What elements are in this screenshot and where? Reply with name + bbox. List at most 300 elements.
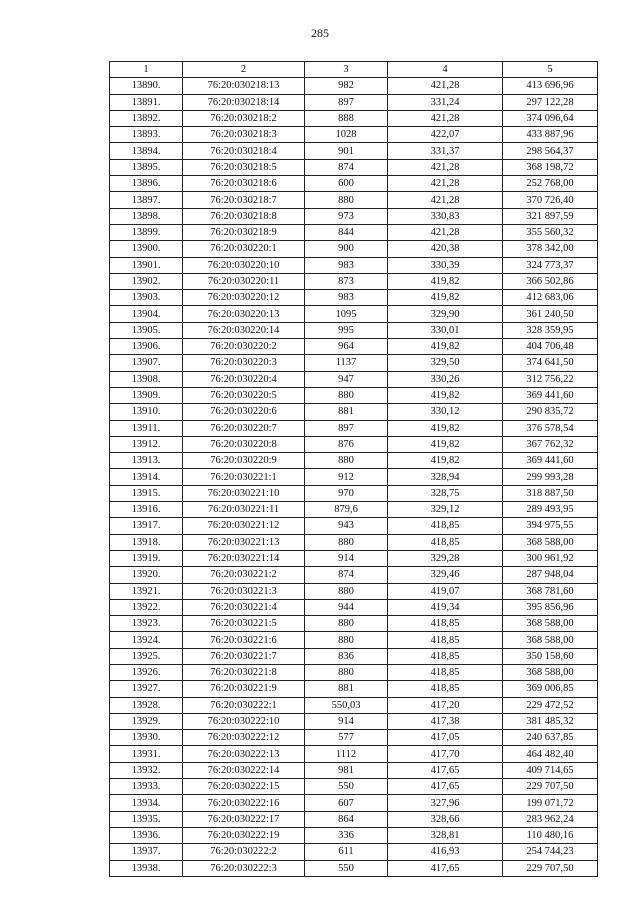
- area-cell: 964: [305, 339, 388, 355]
- rate-cell: 419,82: [388, 273, 503, 289]
- row-number-cell: 13918.: [110, 534, 183, 550]
- rate-cell: 418,85: [388, 681, 503, 697]
- rate-cell: 419,82: [388, 387, 503, 403]
- rate-cell: 328,94: [388, 469, 503, 485]
- row-number-cell: 13924.: [110, 632, 183, 648]
- row-number-cell: 13891.: [110, 94, 183, 110]
- page-number: 285: [311, 26, 329, 40]
- cadastral-number-cell: 76:20:030218:13: [183, 78, 305, 94]
- area-cell: 880: [305, 192, 388, 208]
- value-cell: 297 122,28: [503, 94, 598, 110]
- rate-cell: 329,12: [388, 502, 503, 518]
- row-number-cell: 13933.: [110, 779, 183, 795]
- header-cell-4: 4: [388, 62, 503, 78]
- cadastral-number-cell: 76:20:030218:14: [183, 94, 305, 110]
- value-cell: 328 359,95: [503, 322, 598, 338]
- table-row: [110, 176, 598, 192]
- row-number-cell: 13922.: [110, 599, 183, 615]
- rate-cell: 417,20: [388, 697, 503, 713]
- rate-cell: 419,82: [388, 420, 503, 436]
- value-cell: 368 588,00: [503, 632, 598, 648]
- cadastral-number-cell: 76:20:030220:14: [183, 322, 305, 338]
- value-cell: 361 240,50: [503, 306, 598, 322]
- area-cell: 944: [305, 599, 388, 615]
- value-cell: 366 502,86: [503, 273, 598, 289]
- rate-cell: 421,28: [388, 78, 503, 94]
- rate-cell: 419,82: [388, 436, 503, 452]
- cadastral-number-cell: 76:20:030221:12: [183, 518, 305, 534]
- value-cell: 369 006,85: [503, 681, 598, 697]
- cadastral-number-cell: 76:20:030220:9: [183, 453, 305, 469]
- area-cell: 876: [305, 436, 388, 452]
- cadastral-number-cell: 76:20:030218:3: [183, 127, 305, 143]
- value-cell: 321 897,59: [503, 208, 598, 224]
- row-number-cell: 13900.: [110, 241, 183, 257]
- header-cell-2: 2: [183, 62, 305, 78]
- cadastral-number-cell: 76:20:030220:5: [183, 387, 305, 403]
- rate-cell: 421,28: [388, 224, 503, 240]
- cadastral-number-cell: 76:20:030220:1: [183, 241, 305, 257]
- rate-cell: 419,34: [388, 599, 503, 615]
- rate-cell: 417,65: [388, 779, 503, 795]
- area-cell: 982: [305, 78, 388, 94]
- cadastral-number-cell: 76:20:030222:1: [183, 697, 305, 713]
- value-cell: 298 564,37: [503, 143, 598, 159]
- rate-cell: 419,82: [388, 453, 503, 469]
- value-cell: 254 744,23: [503, 844, 598, 860]
- table-row: [110, 762, 598, 778]
- row-number-cell: 13904.: [110, 306, 183, 322]
- rate-cell: 418,85: [388, 518, 503, 534]
- row-number-cell: 13908.: [110, 371, 183, 387]
- rate-cell: 419,82: [388, 290, 503, 306]
- table-row: [110, 795, 598, 811]
- value-cell: 374 641,50: [503, 355, 598, 371]
- table-row: [110, 224, 598, 240]
- value-cell: 368 588,00: [503, 616, 598, 632]
- row-number-cell: 13890.: [110, 78, 183, 94]
- value-cell: 312 756,22: [503, 371, 598, 387]
- area-cell: 880: [305, 632, 388, 648]
- row-number-cell: 13896.: [110, 176, 183, 192]
- cadastral-number-cell: 76:20:030222:12: [183, 730, 305, 746]
- cadastral-number-cell: 76:20:030221:14: [183, 550, 305, 566]
- area-cell: 336: [305, 827, 388, 843]
- cadastral-number-cell: 76:20:030221:1: [183, 469, 305, 485]
- row-number-cell: 13935.: [110, 811, 183, 827]
- table-row: [110, 208, 598, 224]
- value-cell: 289 493,95: [503, 502, 598, 518]
- row-number-cell: 13937.: [110, 844, 183, 860]
- value-cell: 368 588,00: [503, 534, 598, 550]
- value-cell: 369 441,60: [503, 387, 598, 403]
- rate-cell: 422,07: [388, 127, 503, 143]
- table-header: [110, 62, 598, 78]
- cadastral-number-cell: 76:20:030221:5: [183, 616, 305, 632]
- cadastral-number-cell: 76:20:030220:11: [183, 273, 305, 289]
- table-row: [110, 78, 598, 94]
- area-cell: 973: [305, 208, 388, 224]
- row-number-cell: 13931.: [110, 746, 183, 762]
- table-row: [110, 779, 598, 795]
- header-cell-1: 1: [110, 62, 183, 78]
- table-row: [110, 241, 598, 257]
- cadastral-number-cell: 76:20:030218:5: [183, 159, 305, 175]
- table-row: [110, 273, 598, 289]
- value-cell: 324 773,37: [503, 257, 598, 273]
- area-cell: 897: [305, 420, 388, 436]
- value-cell: 412 683,06: [503, 290, 598, 306]
- row-number-cell: 13936.: [110, 827, 183, 843]
- rate-cell: 418,85: [388, 648, 503, 664]
- rate-cell: 328,75: [388, 485, 503, 501]
- rate-cell: 330,26: [388, 371, 503, 387]
- value-cell: 350 158,60: [503, 648, 598, 664]
- area-cell: 880: [305, 387, 388, 403]
- table-row: [110, 502, 598, 518]
- row-number-cell: 13906.: [110, 339, 183, 355]
- value-cell: 229 707,50: [503, 779, 598, 795]
- rate-cell: 418,85: [388, 632, 503, 648]
- row-number-cell: 13893.: [110, 127, 183, 143]
- row-number-cell: 13915.: [110, 485, 183, 501]
- cadastral-number-cell: 76:20:030221:3: [183, 583, 305, 599]
- rate-cell: 418,85: [388, 534, 503, 550]
- rate-cell: 421,28: [388, 110, 503, 126]
- table-row: [110, 339, 598, 355]
- table-row: [110, 485, 598, 501]
- area-cell: 550,03: [305, 697, 388, 713]
- rate-cell: 328,81: [388, 827, 503, 843]
- row-number-cell: 13910.: [110, 404, 183, 420]
- rate-cell: 420,38: [388, 241, 503, 257]
- table-row: [110, 110, 598, 126]
- row-number-cell: 13914.: [110, 469, 183, 485]
- cadastral-number-cell: 76:20:030222:16: [183, 795, 305, 811]
- rate-cell: 331,37: [388, 143, 503, 159]
- value-cell: 376 578,54: [503, 420, 598, 436]
- row-number-cell: 13932.: [110, 762, 183, 778]
- header-row: [110, 62, 598, 78]
- rate-cell: 330,39: [388, 257, 503, 273]
- cadastral-number-cell: 76:20:030220:4: [183, 371, 305, 387]
- value-cell: 252 768,00: [503, 176, 598, 192]
- table-row: [110, 681, 598, 697]
- cadastral-number-cell: 76:20:030218:8: [183, 208, 305, 224]
- value-cell: 378 342,00: [503, 241, 598, 257]
- value-cell: 283 962,24: [503, 811, 598, 827]
- value-cell: 370 726,40: [503, 192, 598, 208]
- data-table: [109, 61, 598, 877]
- table-row: [110, 290, 598, 306]
- value-cell: 368 588,00: [503, 664, 598, 680]
- rate-cell: 327,96: [388, 795, 503, 811]
- cadastral-number-cell: 76:20:030221:4: [183, 599, 305, 615]
- rate-cell: 328,66: [388, 811, 503, 827]
- value-cell: 409 714,65: [503, 762, 598, 778]
- cadastral-number-cell: 76:20:030221:10: [183, 485, 305, 501]
- row-number-cell: 13928.: [110, 697, 183, 713]
- area-cell: 900: [305, 241, 388, 257]
- area-cell: 981: [305, 762, 388, 778]
- row-number-cell: 13903.: [110, 290, 183, 306]
- rate-cell: 417,70: [388, 746, 503, 762]
- table-row: [110, 355, 598, 371]
- row-number-cell: 13899.: [110, 224, 183, 240]
- cadastral-number-cell: 76:20:030222:17: [183, 811, 305, 827]
- value-cell: 229 707,50: [503, 860, 598, 876]
- rate-cell: 330,12: [388, 404, 503, 420]
- rate-cell: 417,65: [388, 860, 503, 876]
- table-row: [110, 127, 598, 143]
- row-number-cell: 13898.: [110, 208, 183, 224]
- cadastral-number-cell: 76:20:030222:10: [183, 713, 305, 729]
- rate-cell: 330,83: [388, 208, 503, 224]
- cadastral-number-cell: 76:20:030222:3: [183, 860, 305, 876]
- cadastral-number-cell: 76:20:030220:3: [183, 355, 305, 371]
- table-row: [110, 192, 598, 208]
- value-cell: 299 993,28: [503, 469, 598, 485]
- cadastral-number-cell: 76:20:030220:8: [183, 436, 305, 452]
- table-row: [110, 453, 598, 469]
- table-row: [110, 583, 598, 599]
- rate-cell: 417,65: [388, 762, 503, 778]
- value-cell: 300 961,92: [503, 550, 598, 566]
- rate-cell: 418,85: [388, 664, 503, 680]
- cadastral-number-cell: 76:20:030218:4: [183, 143, 305, 159]
- row-number-cell: 13925.: [110, 648, 183, 664]
- cadastral-number-cell: 76:20:030221:9: [183, 681, 305, 697]
- table-row: [110, 371, 598, 387]
- value-cell: 318 887,50: [503, 485, 598, 501]
- row-number-cell: 13934.: [110, 795, 183, 811]
- rate-cell: 329,50: [388, 355, 503, 371]
- table-row: [110, 860, 598, 876]
- table-row: [110, 616, 598, 632]
- area-cell: 874: [305, 159, 388, 175]
- cadastral-number-cell: 76:20:030220:7: [183, 420, 305, 436]
- table-row: [110, 404, 598, 420]
- value-cell: 464 482,40: [503, 746, 598, 762]
- row-number-cell: 13902.: [110, 273, 183, 289]
- value-cell: 290 835,72: [503, 404, 598, 420]
- row-number-cell: 13894.: [110, 143, 183, 159]
- cadastral-number-cell: 76:20:030221:8: [183, 664, 305, 680]
- rate-cell: 418,85: [388, 616, 503, 632]
- table-row: [110, 143, 598, 159]
- area-cell: 874: [305, 567, 388, 583]
- table-row: [110, 387, 598, 403]
- table-row: [110, 713, 598, 729]
- rate-cell: 331,24: [388, 94, 503, 110]
- row-number-cell: 13912.: [110, 436, 183, 452]
- area-cell: 880: [305, 664, 388, 680]
- cadastral-number-cell: 76:20:030222:19: [183, 827, 305, 843]
- area-cell: 914: [305, 713, 388, 729]
- table-row: [110, 827, 598, 843]
- value-cell: 433 887,96: [503, 127, 598, 143]
- table-row: [110, 518, 598, 534]
- area-cell: 1137: [305, 355, 388, 371]
- area-cell: 550: [305, 779, 388, 795]
- row-number-cell: 13895.: [110, 159, 183, 175]
- area-cell: 880: [305, 534, 388, 550]
- area-cell: 943: [305, 518, 388, 534]
- table-row: [110, 746, 598, 762]
- rate-cell: 329,90: [388, 306, 503, 322]
- table-body: [110, 78, 598, 877]
- cadastral-number-cell: 76:20:030221:6: [183, 632, 305, 648]
- area-cell: 873: [305, 273, 388, 289]
- row-number-cell: 13923.: [110, 616, 183, 632]
- area-cell: 1112: [305, 746, 388, 762]
- row-number-cell: 13897.: [110, 192, 183, 208]
- area-cell: 912: [305, 469, 388, 485]
- cadastral-number-cell: 76:20:030218:2: [183, 110, 305, 126]
- header-cell-5: 5: [503, 62, 598, 78]
- cadastral-number-cell: 76:20:030222:13: [183, 746, 305, 762]
- area-cell: 983: [305, 257, 388, 273]
- cadastral-number-cell: 76:20:030221:11: [183, 502, 305, 518]
- row-number-cell: 13930.: [110, 730, 183, 746]
- value-cell: 355 560,32: [503, 224, 598, 240]
- value-cell: 287 948,04: [503, 567, 598, 583]
- area-cell: 550: [305, 860, 388, 876]
- area-cell: 880: [305, 583, 388, 599]
- area-cell: 901: [305, 143, 388, 159]
- cadastral-number-cell: 76:20:030218:6: [183, 176, 305, 192]
- row-number-cell: 13926.: [110, 664, 183, 680]
- table-row: [110, 632, 598, 648]
- cadastral-number-cell: 76:20:030220:12: [183, 290, 305, 306]
- row-number-cell: 13909.: [110, 387, 183, 403]
- rate-cell: 416,93: [388, 844, 503, 860]
- table-row: [110, 306, 598, 322]
- rate-cell: 417,05: [388, 730, 503, 746]
- area-cell: 844: [305, 224, 388, 240]
- cadastral-number-cell: 76:20:030218:7: [183, 192, 305, 208]
- table-row: [110, 420, 598, 436]
- table-row: [110, 94, 598, 110]
- area-cell: 607: [305, 795, 388, 811]
- area-cell: 880: [305, 616, 388, 632]
- cadastral-number-cell: 76:20:030221:13: [183, 534, 305, 550]
- area-cell: 888: [305, 110, 388, 126]
- cadastral-number-cell: 76:20:030222:15: [183, 779, 305, 795]
- table-row: [110, 567, 598, 583]
- value-cell: 394 975,55: [503, 518, 598, 534]
- area-cell: 914: [305, 550, 388, 566]
- table-row: [110, 697, 598, 713]
- row-number-cell: 13917.: [110, 518, 183, 534]
- area-cell: 864: [305, 811, 388, 827]
- value-cell: 240 637,85: [503, 730, 598, 746]
- area-cell: 881: [305, 681, 388, 697]
- table-row: [110, 550, 598, 566]
- area-cell: 836: [305, 648, 388, 664]
- table-row: [110, 811, 598, 827]
- value-cell: 369 441,60: [503, 453, 598, 469]
- area-cell: 983: [305, 290, 388, 306]
- row-number-cell: 13921.: [110, 583, 183, 599]
- row-number-cell: 13938.: [110, 860, 183, 876]
- value-cell: 374 096,64: [503, 110, 598, 126]
- rate-cell: 417,38: [388, 713, 503, 729]
- cadastral-number-cell: 76:20:030220:2: [183, 339, 305, 355]
- row-number-cell: 13929.: [110, 713, 183, 729]
- value-cell: 413 696,96: [503, 78, 598, 94]
- cadastral-number-cell: 76:20:030218:9: [183, 224, 305, 240]
- table-row: [110, 436, 598, 452]
- rate-cell: 329,46: [388, 567, 503, 583]
- value-cell: 381 485,32: [503, 713, 598, 729]
- cadastral-number-cell: 76:20:030221:7: [183, 648, 305, 664]
- area-cell: 880: [305, 453, 388, 469]
- area-cell: 577: [305, 730, 388, 746]
- row-number-cell: 13927.: [110, 681, 183, 697]
- header-cell-3: 3: [305, 62, 388, 78]
- rate-cell: 421,28: [388, 176, 503, 192]
- rate-cell: 419,07: [388, 583, 503, 599]
- row-number-cell: 13911.: [110, 420, 183, 436]
- cadastral-number-cell: 76:20:030220:6: [183, 404, 305, 420]
- value-cell: 229 472,52: [503, 697, 598, 713]
- value-cell: 395 856,96: [503, 599, 598, 615]
- area-cell: 897: [305, 94, 388, 110]
- area-cell: 879,6: [305, 502, 388, 518]
- cadastral-number-cell: 76:20:030222:2: [183, 844, 305, 860]
- table-row: [110, 664, 598, 680]
- row-number-cell: 13907.: [110, 355, 183, 371]
- cadastral-number-cell: 76:20:030222:14: [183, 762, 305, 778]
- value-cell: 368 198,72: [503, 159, 598, 175]
- area-cell: 995: [305, 322, 388, 338]
- area-cell: 611: [305, 844, 388, 860]
- rate-cell: 419,82: [388, 339, 503, 355]
- cadastral-number-cell: 76:20:030221:2: [183, 567, 305, 583]
- row-number-cell: 13901.: [110, 257, 183, 273]
- value-cell: 404 706,48: [503, 339, 598, 355]
- area-cell: 1028: [305, 127, 388, 143]
- area-cell: 947: [305, 371, 388, 387]
- table-row: [110, 599, 598, 615]
- value-cell: 110 480,16: [503, 827, 598, 843]
- row-number-cell: 13916.: [110, 502, 183, 518]
- area-cell: 881: [305, 404, 388, 420]
- row-number-cell: 13905.: [110, 322, 183, 338]
- table-row: [110, 844, 598, 860]
- area-cell: 970: [305, 485, 388, 501]
- table-row: [110, 469, 598, 485]
- cadastral-number-cell: 76:20:030220:10: [183, 257, 305, 273]
- rate-cell: 330,01: [388, 322, 503, 338]
- area-cell: 600: [305, 176, 388, 192]
- table-row: [110, 257, 598, 273]
- value-cell: 367 762,32: [503, 436, 598, 452]
- value-cell: 368 781,60: [503, 583, 598, 599]
- table-row: [110, 534, 598, 550]
- table-row: [110, 648, 598, 664]
- row-number-cell: 13892.: [110, 110, 183, 126]
- table-row: [110, 159, 598, 175]
- row-number-cell: 13919.: [110, 550, 183, 566]
- row-number-cell: 13920.: [110, 567, 183, 583]
- row-number-cell: 13913.: [110, 453, 183, 469]
- rate-cell: 329,28: [388, 550, 503, 566]
- table-row: [110, 322, 598, 338]
- cadastral-number-cell: 76:20:030220:13: [183, 306, 305, 322]
- area-cell: 1095: [305, 306, 388, 322]
